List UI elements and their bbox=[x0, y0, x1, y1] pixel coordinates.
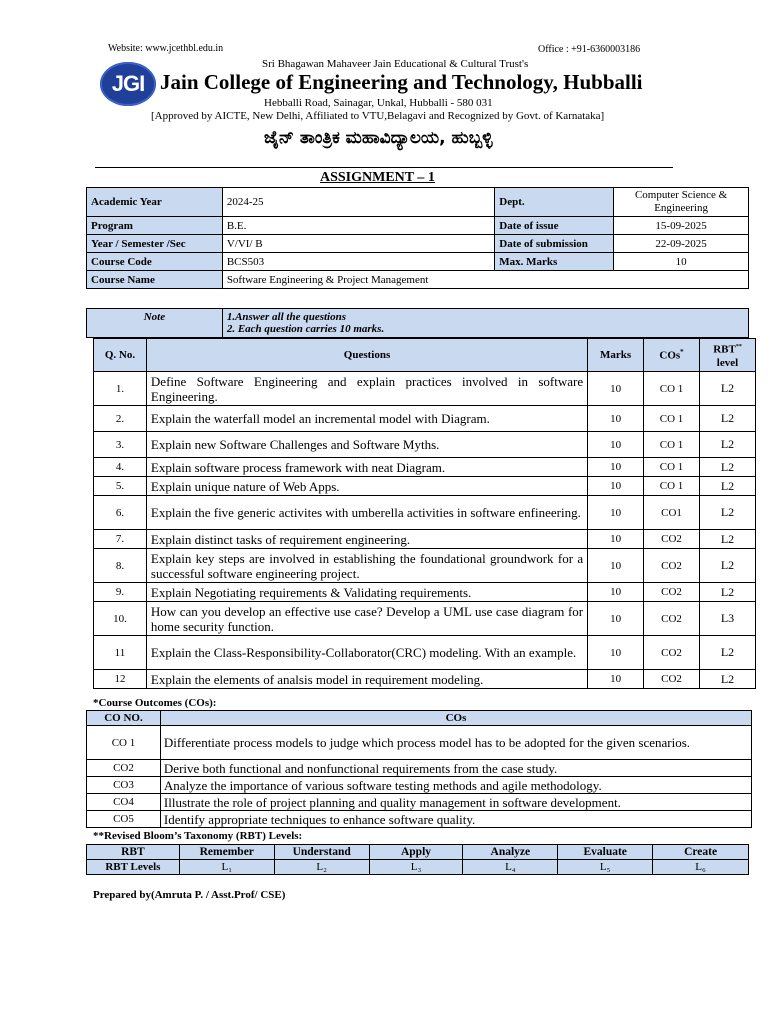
co-description: Analyze the importance of various software testing methods and agile methodology. bbox=[160, 777, 751, 794]
question-co: CO2 bbox=[644, 602, 700, 636]
rbt-header-sup: ** bbox=[735, 343, 742, 350]
question-rbt: L2 bbox=[700, 372, 756, 406]
question-text: Explain the five generic activites with umberella activities in software enfineering. bbox=[146, 496, 587, 530]
website-text: Website: www.jcethbl.edu.in bbox=[108, 43, 224, 54]
question-text: Explain the Class-Responsibility-Collaborator(CRC) modeling. With an example. bbox=[146, 636, 587, 670]
question-text: Explain key steps are involved in establishing the foundational groundwork for a successful software engineering project. bbox=[146, 549, 587, 583]
question-co: CO2 bbox=[644, 530, 700, 549]
questions-table bbox=[93, 338, 756, 689]
question-rbt: L2 bbox=[700, 477, 756, 496]
question-number: 3. bbox=[94, 432, 147, 458]
question-rbt: L2 bbox=[700, 496, 756, 530]
question-text: Explain unique nature of Web Apps. bbox=[146, 477, 587, 496]
rbt-head-cell: Understand bbox=[274, 845, 369, 860]
year-sem-sec-label: Year / Semester /Sec bbox=[87, 235, 223, 253]
question-row bbox=[94, 432, 756, 458]
question-row bbox=[94, 549, 756, 583]
max-marks-value: 10 bbox=[614, 253, 749, 271]
co-description: Differentiate process models to judge which process model has to be adopted for the given scenarios. bbox=[160, 726, 751, 760]
issue-date-label: Date of issue bbox=[495, 217, 614, 235]
question-number: 4. bbox=[94, 458, 147, 477]
question-text: Explain Negotiating requirements & Validating requirements. bbox=[146, 583, 587, 602]
question-row bbox=[94, 406, 756, 432]
rbt-level-cell: RBT Levels bbox=[87, 860, 180, 875]
rbt-level-cell: L₂ bbox=[274, 860, 369, 875]
rbt-header-level: level bbox=[716, 357, 739, 370]
question-row bbox=[94, 477, 756, 496]
question-row bbox=[94, 583, 756, 602]
question-row bbox=[94, 670, 756, 689]
rbt-level-cell: L₅ bbox=[558, 860, 653, 875]
co-description: Identify appropriate techniques to enhance software quality. bbox=[160, 811, 751, 828]
co-row bbox=[87, 726, 752, 760]
question-number: 10. bbox=[94, 602, 147, 636]
course-code-value: BCS503 bbox=[222, 253, 494, 271]
question-rbt: L2 bbox=[700, 549, 756, 583]
co-text-header: COs bbox=[160, 711, 751, 726]
prepared-by: Prepared by(Amruta P. / Asst.Prof/ CSE) bbox=[93, 889, 286, 901]
question-co: CO2 bbox=[644, 583, 700, 602]
question-row bbox=[94, 636, 756, 670]
course-outcomes-table bbox=[86, 710, 752, 828]
rbt-level-cell: L₁ bbox=[179, 860, 274, 875]
academic-year-value: 2024-25 bbox=[222, 188, 494, 217]
approval-text: [Approved by AICTE, New Delhi, Affiliated to VTU,Belagavi and Recognized by Govt. of Karnataka] bbox=[151, 110, 605, 122]
question-marks: 10 bbox=[588, 636, 644, 670]
co-number: CO5 bbox=[87, 811, 161, 828]
question-row bbox=[94, 458, 756, 477]
question-rbt: L2 bbox=[700, 406, 756, 432]
assignment-title: ASSIGNMENT – 1 bbox=[320, 170, 435, 185]
rbt-header bbox=[700, 339, 756, 372]
college-name-kannada: ಜೈನ್ ತಾಂತ್ರಿಕ ಮಹಾವಿದ್ಯಾಲಯ, ಹುಬ್ಬಳ್ಳಿ bbox=[264, 128, 493, 148]
qno-header: Q. No. bbox=[94, 339, 147, 372]
cos-header-text: COs bbox=[659, 349, 681, 362]
program-value: B.E. bbox=[222, 217, 494, 235]
rbt-head-cell: Analyze bbox=[463, 845, 558, 860]
question-text: How can you develop an effective use case? Develop a UML use case diagram for home security function. bbox=[146, 602, 587, 636]
submission-date-value: 22-09-2025 bbox=[614, 235, 749, 253]
course-outcomes-title: *Course Outcomes (COs): bbox=[93, 697, 217, 709]
question-row bbox=[94, 530, 756, 549]
note-label: Note bbox=[87, 309, 223, 338]
co-row bbox=[87, 777, 752, 794]
question-row bbox=[94, 496, 756, 530]
question-number: 8. bbox=[94, 549, 147, 583]
max-marks-label: Max. Marks bbox=[495, 253, 614, 271]
question-number: 5. bbox=[94, 477, 147, 496]
question-rbt: L2 bbox=[700, 530, 756, 549]
question-number: 7. bbox=[94, 530, 147, 549]
rbt-level-cell: L₆ bbox=[653, 860, 749, 875]
course-name-label: Course Name bbox=[87, 271, 223, 289]
program-label: Program bbox=[87, 217, 223, 235]
question-co: CO2 bbox=[644, 549, 700, 583]
question-co: CO 1 bbox=[644, 406, 700, 432]
co-number: CO4 bbox=[87, 794, 161, 811]
question-co: CO 1 bbox=[644, 477, 700, 496]
trust-name: Sri Bhagawan Mahaveer Jain Educational & Cultural Trust's bbox=[262, 58, 529, 70]
question-rbt: L2 bbox=[700, 583, 756, 602]
co-row bbox=[87, 760, 752, 777]
marks-header: Marks bbox=[588, 339, 644, 372]
note-line-1: 1.Answer all the questions bbox=[226, 311, 347, 323]
question-co: CO1 bbox=[644, 496, 700, 530]
issue-date-value: 15-09-2025 bbox=[614, 217, 749, 235]
college-logo: JGI bbox=[100, 62, 156, 106]
note-line-2: 2. Each question carries 10 marks. bbox=[226, 323, 385, 335]
office-phone: Office : +91-6360003186 bbox=[538, 44, 641, 55]
question-marks: 10 bbox=[588, 477, 644, 496]
question-co: CO2 bbox=[644, 670, 700, 689]
question-rbt: L2 bbox=[700, 670, 756, 689]
question-number: 2. bbox=[94, 406, 147, 432]
question-text: Explain new Software Challenges and Software Myths. bbox=[146, 432, 587, 458]
question-marks: 10 bbox=[588, 670, 644, 689]
college-address: Hebballi Road, Sainagar, Unkal, Hubballi - 580 031 bbox=[264, 97, 493, 109]
question-number: 9. bbox=[94, 583, 147, 602]
questions-header: Questions bbox=[146, 339, 587, 372]
note-text bbox=[222, 309, 748, 338]
question-number: 6. bbox=[94, 496, 147, 530]
rbt-level-cell: L₄ bbox=[463, 860, 558, 875]
question-marks: 10 bbox=[588, 602, 644, 636]
header-divider bbox=[95, 167, 673, 168]
course-code-label: Course Code bbox=[87, 253, 223, 271]
question-row bbox=[94, 602, 756, 636]
question-marks: 10 bbox=[588, 496, 644, 530]
year-sem-sec-value: V/VI/ B bbox=[222, 235, 494, 253]
rbt-head-cell: RBT bbox=[87, 845, 180, 860]
question-marks: 10 bbox=[588, 549, 644, 583]
dept-label: Dept. bbox=[495, 188, 614, 217]
question-number: 1. bbox=[94, 372, 147, 406]
co-row bbox=[87, 811, 752, 828]
question-marks: 10 bbox=[588, 372, 644, 406]
rbt-levels-table bbox=[86, 844, 749, 875]
question-rbt: L3 bbox=[700, 602, 756, 636]
question-marks: 10 bbox=[588, 530, 644, 549]
question-marks: 10 bbox=[588, 432, 644, 458]
rbt-title: **Revised Bloom’s Taxonomy (RBT) Levels: bbox=[93, 830, 303, 842]
co-description: Derive both functional and nonfunctional requirements from the case study. bbox=[160, 760, 751, 777]
rbt-level-cell: L₃ bbox=[369, 860, 463, 875]
question-text: Explain the elements of analsis model in requirement modeling. bbox=[146, 670, 587, 689]
college-name: Jain College of Engineering and Technology, Hubballi bbox=[160, 70, 643, 94]
question-text: Explain the waterfall model an incremental model with Diagram. bbox=[146, 406, 587, 432]
question-co: CO2 bbox=[644, 636, 700, 670]
co-no-header: CO NO. bbox=[87, 711, 161, 726]
co-number: CO3 bbox=[87, 777, 161, 794]
question-row bbox=[94, 372, 756, 406]
question-text: Define Software Engineering and explain practices involved in software Engineering. bbox=[146, 372, 587, 406]
rbt-head-cell: Remember bbox=[179, 845, 274, 860]
co-row bbox=[87, 794, 752, 811]
question-text: Explain software process framework with neat Diagram. bbox=[146, 458, 587, 477]
cos-header bbox=[644, 339, 700, 372]
cos-header-sup: * bbox=[680, 348, 684, 357]
note-table bbox=[86, 308, 749, 338]
question-marks: 10 bbox=[588, 583, 644, 602]
course-name-value: Software Engineering & Project Management bbox=[222, 271, 748, 289]
rbt-head-cell: Evaluate bbox=[558, 845, 653, 860]
submission-date-label: Date of submission bbox=[495, 235, 614, 253]
question-number: 11 bbox=[94, 636, 147, 670]
course-info-table bbox=[86, 187, 749, 289]
question-rbt: L2 bbox=[700, 458, 756, 477]
question-co: CO 1 bbox=[644, 458, 700, 477]
question-number: 12 bbox=[94, 670, 147, 689]
question-co: CO 1 bbox=[644, 432, 700, 458]
co-number: CO 1 bbox=[87, 726, 161, 760]
academic-year-label: Academic Year bbox=[87, 188, 223, 217]
question-marks: 10 bbox=[588, 406, 644, 432]
question-co: CO 1 bbox=[644, 372, 700, 406]
question-text: Explain distinct tasks of requirement engineering. bbox=[146, 530, 587, 549]
rbt-header-text: RBT bbox=[713, 343, 736, 356]
rbt-head-cell: Apply bbox=[369, 845, 463, 860]
question-rbt: L2 bbox=[700, 432, 756, 458]
dept-value: Computer Science & Engineering bbox=[614, 188, 749, 217]
rbt-head-cell: Create bbox=[653, 845, 749, 860]
question-rbt: L2 bbox=[700, 636, 756, 670]
co-number: CO2 bbox=[87, 760, 161, 777]
question-marks: 10 bbox=[588, 458, 644, 477]
co-description: Illustrate the role of project planning and quality management in software development. bbox=[160, 794, 751, 811]
